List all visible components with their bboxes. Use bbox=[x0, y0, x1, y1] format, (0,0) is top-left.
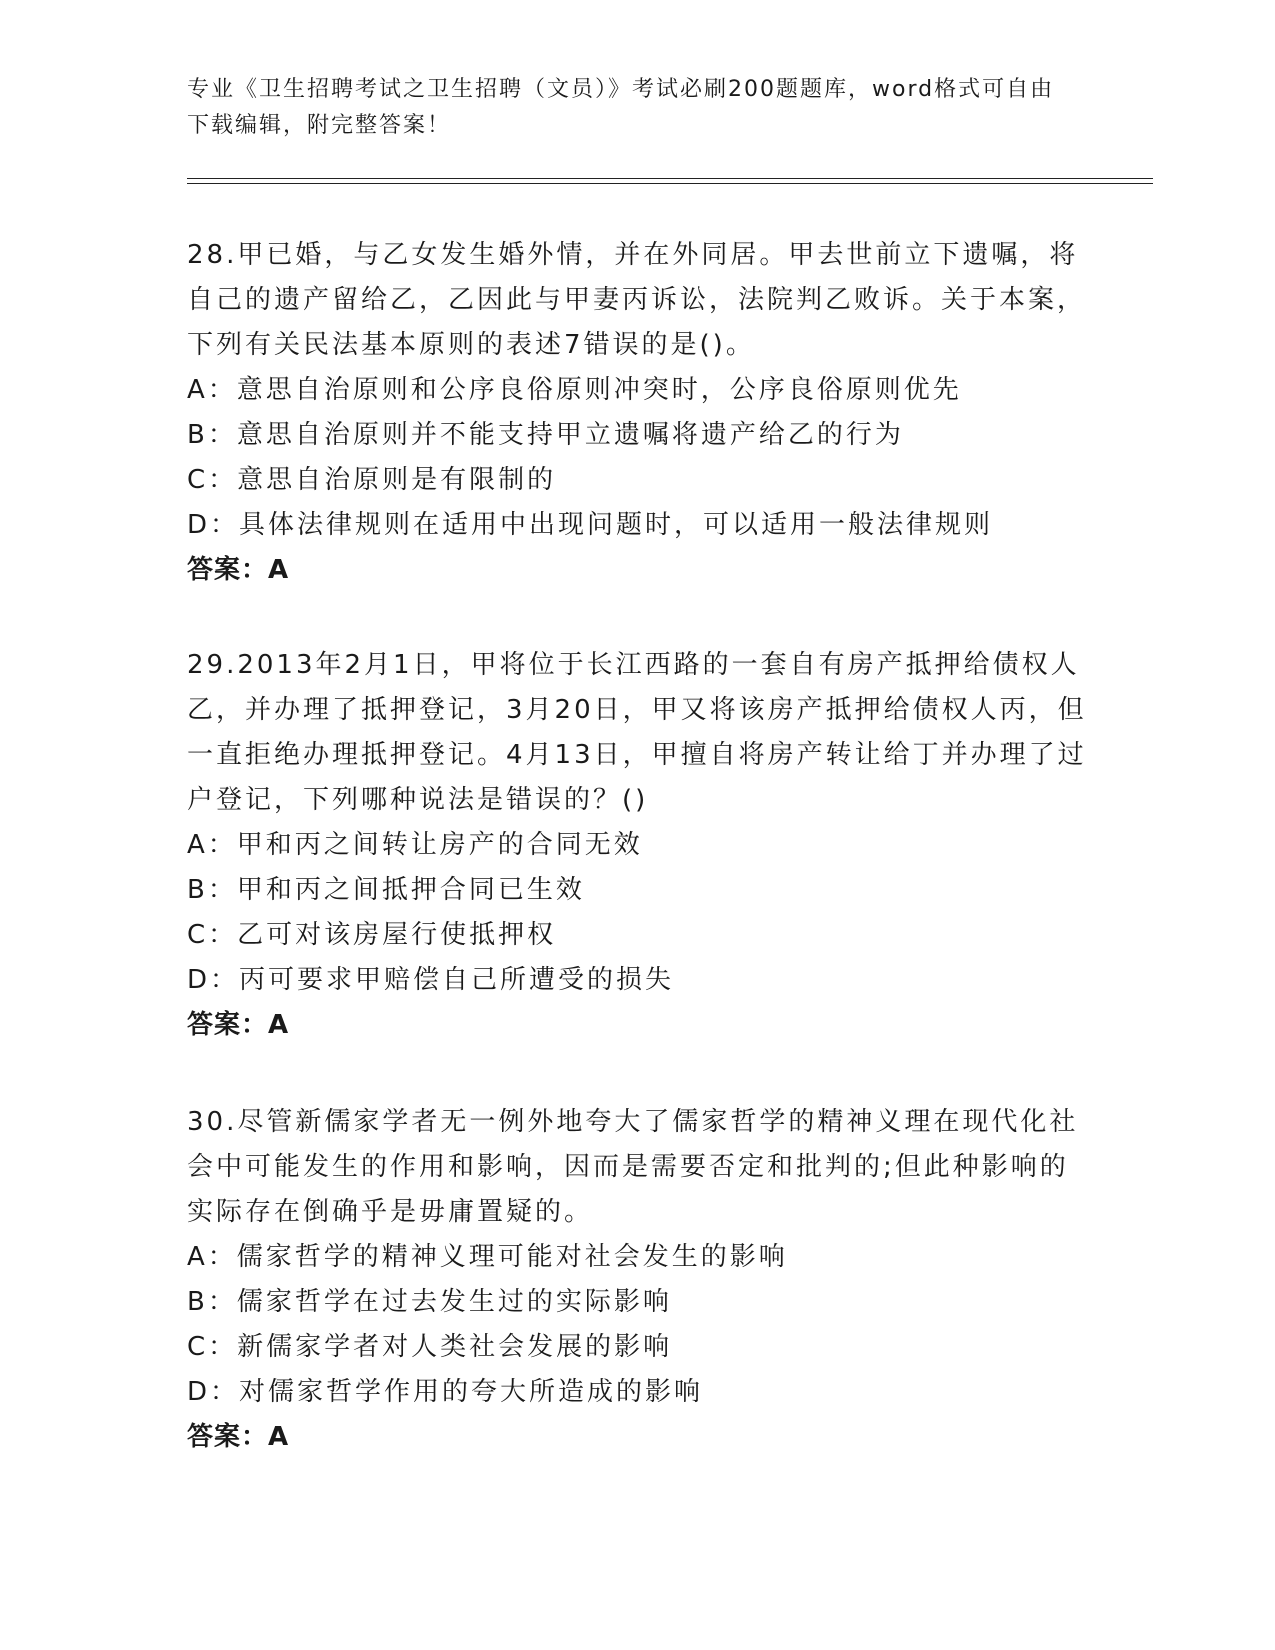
option-d: D：对儒家哲学作用的夸大所造成的影响 bbox=[187, 1377, 704, 1407]
header-divider-top bbox=[187, 178, 1153, 179]
option-d: D：具体法律规则在适用中出现问题时，可以适用一般法律规则 bbox=[187, 510, 994, 540]
header-divider-bottom bbox=[187, 183, 1153, 184]
question-stem: 28.甲已婚，与乙女发生婚外情，并在外同居。甲去世前立下遗嘱，将自己的遗产留给乙，乙因此与甲妻丙诉讼，法院判乙败诉。关于本案，下列有关民法基本原则的表述7错误的是()。 bbox=[187, 240, 1087, 360]
question-stem: 29.2013年2月1日，甲将位于长江西路的一套自有房产抵押给债权人乙，并办理了抵押登记，3月20日，甲又将该房产抵押给债权人丙，但一直拒绝办理抵押登记。4月13日，甲擅自将房产转让给丁并办理了过户登记，下列哪种说法是错误的？() bbox=[187, 650, 1087, 815]
question-28 bbox=[187, 233, 1087, 593]
answer: 答案：A bbox=[187, 1010, 290, 1040]
question-29 bbox=[187, 643, 1087, 1048]
option-b: B：儒家哲学在过去发生过的实际影响 bbox=[187, 1287, 672, 1317]
option-d: D：丙可要求甲赔偿自己所遭受的损失 bbox=[187, 965, 675, 995]
option-a: A：意思自治原则和公序良俗原则冲突时，公序良俗原则优先 bbox=[187, 375, 962, 405]
option-a: A：儒家哲学的精神义理可能对社会发生的影响 bbox=[187, 1242, 788, 1272]
option-c: C：新儒家学者对人类社会发展的影响 bbox=[187, 1332, 673, 1362]
document-header: 专业《卫生招聘考试之卫生招聘（文员）》考试必刷200题题库，word格式可自由下载编辑，附完整答案！ bbox=[187, 77, 1055, 138]
option-a: A：甲和丙之间转让房产的合同无效 bbox=[187, 830, 643, 860]
answer: 答案：A bbox=[187, 555, 290, 585]
question-30 bbox=[187, 1100, 1087, 1460]
question-stem: 30.尽管新儒家学者无一例外地夸大了儒家哲学的精神义理在现代化社会中可能发生的作用和影响，因而是需要否定和批判的;但此种影响的实际存在倒确乎是毋庸置疑的。 bbox=[187, 1107, 1079, 1227]
option-b: B：甲和丙之间抵押合同已生效 bbox=[187, 875, 585, 905]
option-c: C：意思自治原则是有限制的 bbox=[187, 465, 557, 495]
option-b: B：意思自治原则并不能支持甲立遗嘱将遗产给乙的行为 bbox=[187, 420, 904, 450]
option-c: C：乙可对该房屋行使抵押权 bbox=[187, 920, 557, 950]
answer: 答案：A bbox=[187, 1422, 290, 1452]
